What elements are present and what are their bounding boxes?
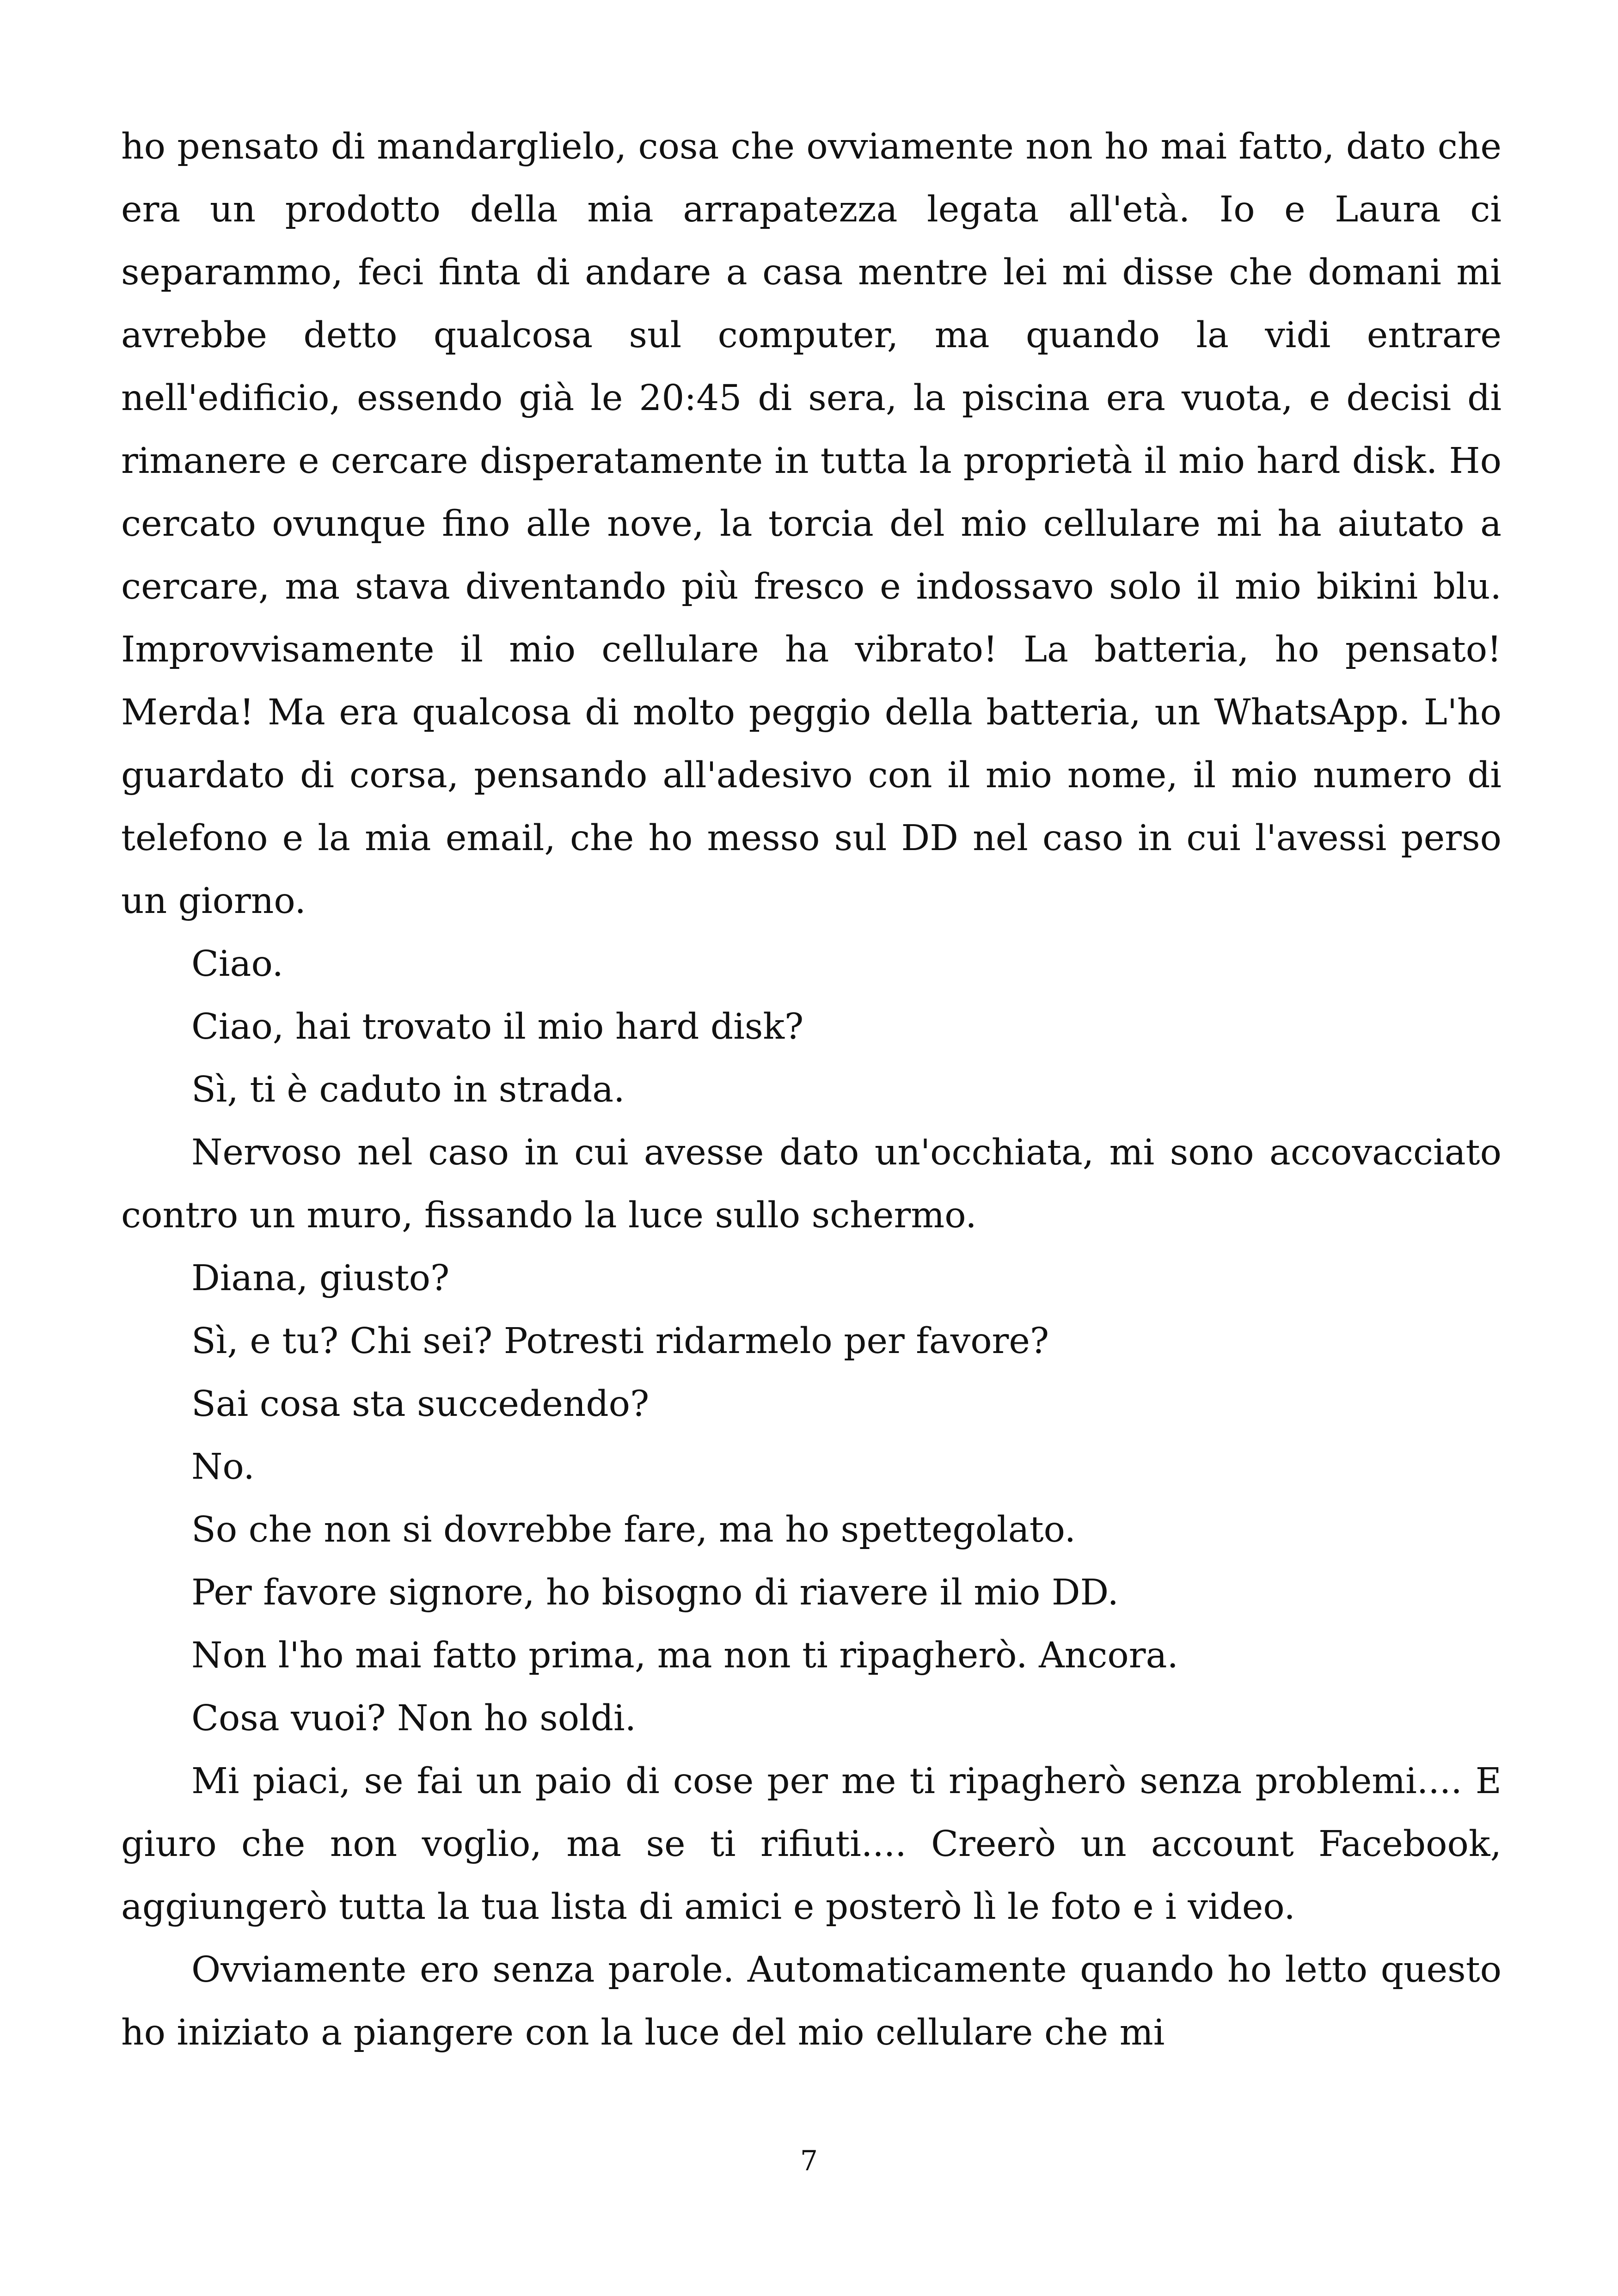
paragraph-6: Diana, giusto? <box>191 1258 450 1299</box>
page-number: 7 <box>800 2145 818 2177</box>
paragraph-9: No. <box>191 1446 255 1488</box>
paragraph-13: Cosa vuoi? Non ho soldi. <box>191 1698 637 1739</box>
paragraph-15: Ovviamente ero senza parole. Automaticamente quando ho letto questo ho iniziato a piangere con la luce del mio cellulare che mi <box>121 1949 1502 2053</box>
paragraph-2: Ciao. <box>191 943 283 985</box>
paragraph-12: Non l'ho mai fatto prima, ma non ti ripagherò. Ancora. <box>191 1635 1178 1676</box>
paragraph-11: Per favore signore, ho bisogno di riavere il mio DD. <box>191 1572 1119 1613</box>
paragraph-4: Sì, ti è caduto in strada. <box>191 1069 625 1110</box>
page-body <box>121 116 1502 2064</box>
paragraph-3: Ciao, hai trovato il mio hard disk? <box>191 1006 804 1047</box>
paragraph-7: Sì, e tu? Chi sei? Potresti ridarmelo per favore? <box>191 1321 1049 1362</box>
paragraph-5: Nervoso nel caso in cui avesse dato un'occhiata, mi sono accovacciato contro un muro, fissando la luce sullo schermo. <box>121 1132 1502 1236</box>
paragraph-14: Mi piaci, se fai un paio di cose per me ti ripagherò senza problemi.... E giuro che non voglio, ma se ti rifiuti.... Creerò un account Facebook, aggiungerò tutta la tua lista di amici e posterò lì le foto e i video. <box>121 1761 1502 1928</box>
paragraph-8: Sai cosa sta succedendo? <box>191 1384 650 1425</box>
paragraph-10: So che non si dovrebbe fare, ma ho spettegolato. <box>191 1509 1076 1550</box>
paragraph-1: ho pensato di mandarglielo, cosa che ovviamente non ho mai fatto, dato che era un prodotto della mia arrapatezza legata all'età. Io e Laura ci separammo, feci finta di andare a casa mentre lei mi disse che domani mi avrebbe detto qualcosa sul computer, ma quando la vidi entrare nell'edificio, essendo già le 20:45 di sera, la piscina era vuota, e decisi di rimanere e cercare disperatamente in tutta la proprietà il mio hard disk. Ho cercato ovunque fino alle nove, la torcia del mio cellulare mi ha aiutato a cercare, ma stava diventando più fresco e indossavo solo il mio bikini blu. Improvvisamente il mio cellulare ha vibrato! La batteria, ho pensato! Merda! Ma era qualcosa di molto peggio della batteria, un WhatsApp. L'ho guardato di corsa, pensando all'adesivo con il mio nome, il mio numero di telefono e la mia email, che ho messo sul DD nel caso in cui l'avessi perso un giorno. <box>121 126 1502 922</box>
